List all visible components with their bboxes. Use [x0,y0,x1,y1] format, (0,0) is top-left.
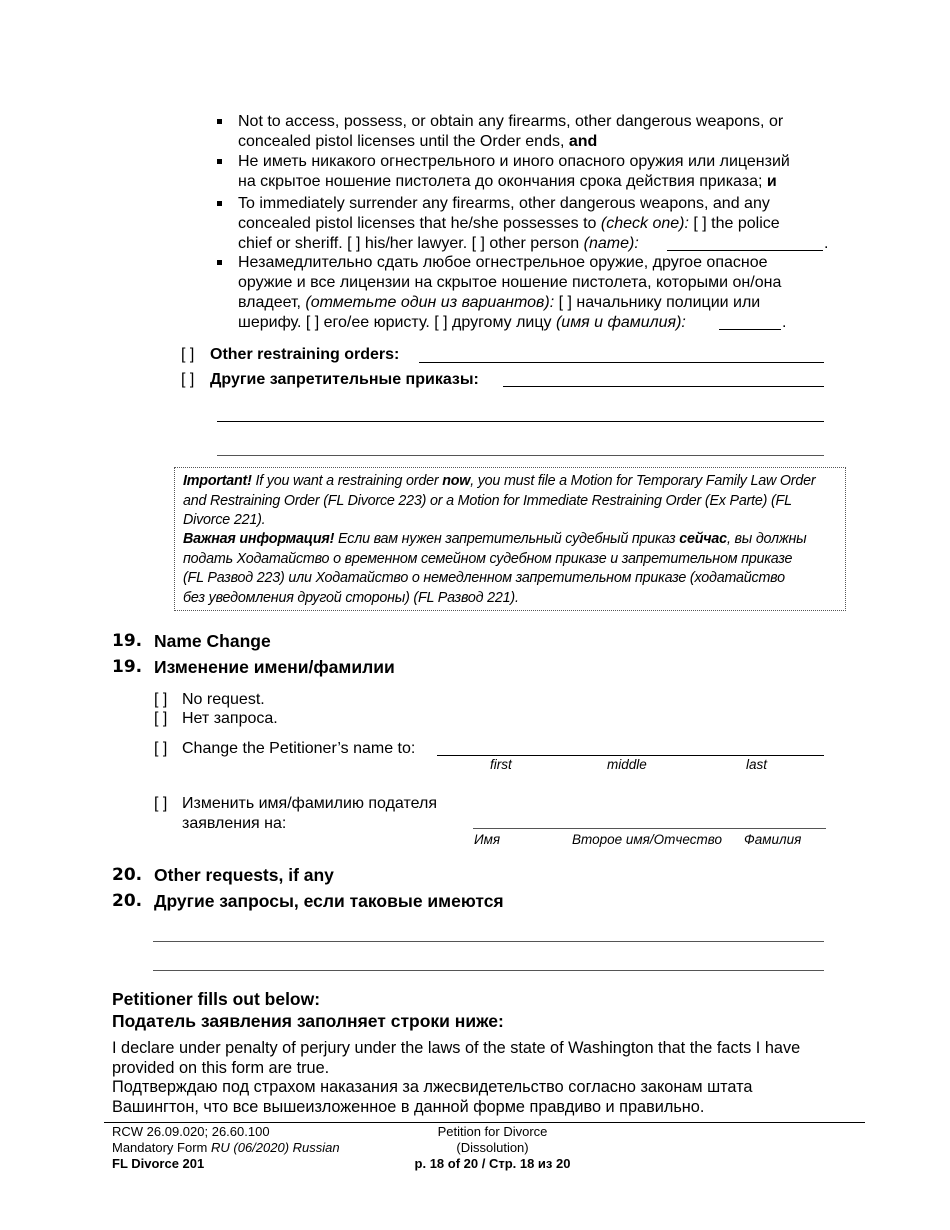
bullet-marker [217,201,222,206]
bullet-surrender-en: To immediately surrender any firearms, other dangerous weapons, and any concealed pistol licenses that he/she possesses to (check one): [ ] the police chief or sheriff. [ ] his/her lawyer. [ ] other person (name): [238,195,780,252]
caption-first-ru: Имя [474,832,501,847]
footer-page-number: p. 18 of 20 / Стр. 18 из 20 [414,1156,571,1171]
important-text-en: Important! If you want a restraining order now, you must file a Motion for Temporary Family Law Order and Restraining Order (FL Divorce 223) or a Motion for Immediate Restraining Order (Ex Parte) (FL Divorce 221). [183,473,816,528]
no-request-label-en: No request. [182,691,265,708]
other-requests-line[interactable] [153,970,824,971]
caption-middle-ru: Второе имя/Отчество [572,832,722,847]
section-20-title-en: Other requests, if any [154,865,334,885]
checkbox-no-request-ru[interactable]: [ ] [154,710,168,727]
petitioner-title-en: Petitioner fills out below: [112,989,321,1009]
checkbox-change-name[interactable]: [ ] [154,740,168,757]
new-name-line[interactable] [437,755,824,756]
blank-line[interactable] [217,421,824,422]
caption-last: last [746,757,768,772]
bullet-firearms-ru: Не иметь никакого огнестрельного и иного опасного оружия или лицензий на скрытое ношение пистолета до окончания срока действия приказа; и [238,153,790,190]
change-name-label-ru: Изменить имя/фамилию подателя заявления на: [182,795,437,832]
petitioner-title-ru: Податель заявления заполняет строки ниже: [112,1011,504,1031]
period: . [782,314,787,331]
section-19-title-ru: Изменение имени/фамилии [154,657,395,677]
bullet-surrender-ru: Незамедлительно сдать любое огнестрельное оружие, другое опасное оружие и все лицензии на скрытое ношение пистолета, которыми он/она владеет, (отметьте один из вариантов): [ ] начальнику полиции или шерифу. [ ] его/ее юристу. [ ] другому лицу (имя и фамилия): [238,254,782,331]
other-restraining-line-ru[interactable] [503,386,824,387]
bullet-marker [217,119,222,124]
checkbox-other-restraining-ru[interactable]: [ ] [181,371,195,388]
caption-last-ru: Фамилия [744,832,802,847]
period: . [824,235,829,252]
other-restraining-label-en: Other restraining orders: [210,346,400,363]
important-text-ru: Важная информация! Если вам нужен запретительный судебный приказ сейчас, вы должны подать Ходатайство о временном семейном судебном приказе и запретительном приказе (FL Развод 223) или Ходатайство о немедленном запретительном приказе (ходатайство без уведомления другой стороны) (FL Развод 221). [183,531,807,606]
checkbox-no-request[interactable]: [ ] [154,691,168,708]
bullet-marker [217,159,222,164]
other-requests-line[interactable] [153,941,824,942]
other-restraining-label-ru: Другие запретительные приказы: [210,371,479,388]
no-request-label-ru: Нет запроса. [182,710,278,727]
checkbox-other-restraining[interactable]: [ ] [181,346,195,363]
footer-mandatory: Mandatory Form RU (06/2020) Russian [112,1140,340,1155]
footer-rcw: RCW 26.09.020; 26.60.100 [112,1124,270,1139]
section-20-number: 20. [112,865,143,885]
footer-center [390,1124,595,1172]
declaration-ru: Подтверждаю под страхом наказания за лжесвидетельство согласно законам штата Вашингтон, что все вышеизложенное в данной форме правдиво и правильно. [112,1078,753,1116]
section-19-number-ru: 19. [112,657,143,677]
checkbox-change-name-ru[interactable]: [ ] [154,795,168,812]
section-20-title-ru: Другие запросы, если таковые имеются [154,891,504,911]
other-restraining-line[interactable] [419,362,824,363]
blank-line[interactable] [217,455,824,456]
change-name-label-en: Change the Petitioner’s name to: [182,740,416,757]
section-19-number: 19. [112,631,143,651]
footer-title: Petition for Divorce [437,1124,548,1139]
footer-divider [104,1122,865,1123]
caption-middle: middle [607,757,647,772]
section-20-number-ru: 20. [112,891,143,911]
caption-first: first [490,757,512,772]
footer-left [112,1124,340,1172]
section-19-title-en: Name Change [154,631,271,651]
footer-subtitle: (Dissolution) [456,1140,529,1155]
other-person-name-line[interactable] [667,250,823,251]
new-name-line-ru[interactable] [473,828,826,829]
declaration-en: I declare under penalty of perjury under the laws of the state of Washington that the facts I have provided on this form are true. [112,1039,801,1077]
footer-form-id: FL Divorce 201 [112,1156,205,1171]
bullet-firearms-en: Not to access, possess, or obtain any firearms, other dangerous weapons, or concealed pistol licenses until the Order ends, and [238,113,784,150]
bullet-marker [217,260,222,265]
other-person-name-line-ru[interactable] [719,329,781,330]
